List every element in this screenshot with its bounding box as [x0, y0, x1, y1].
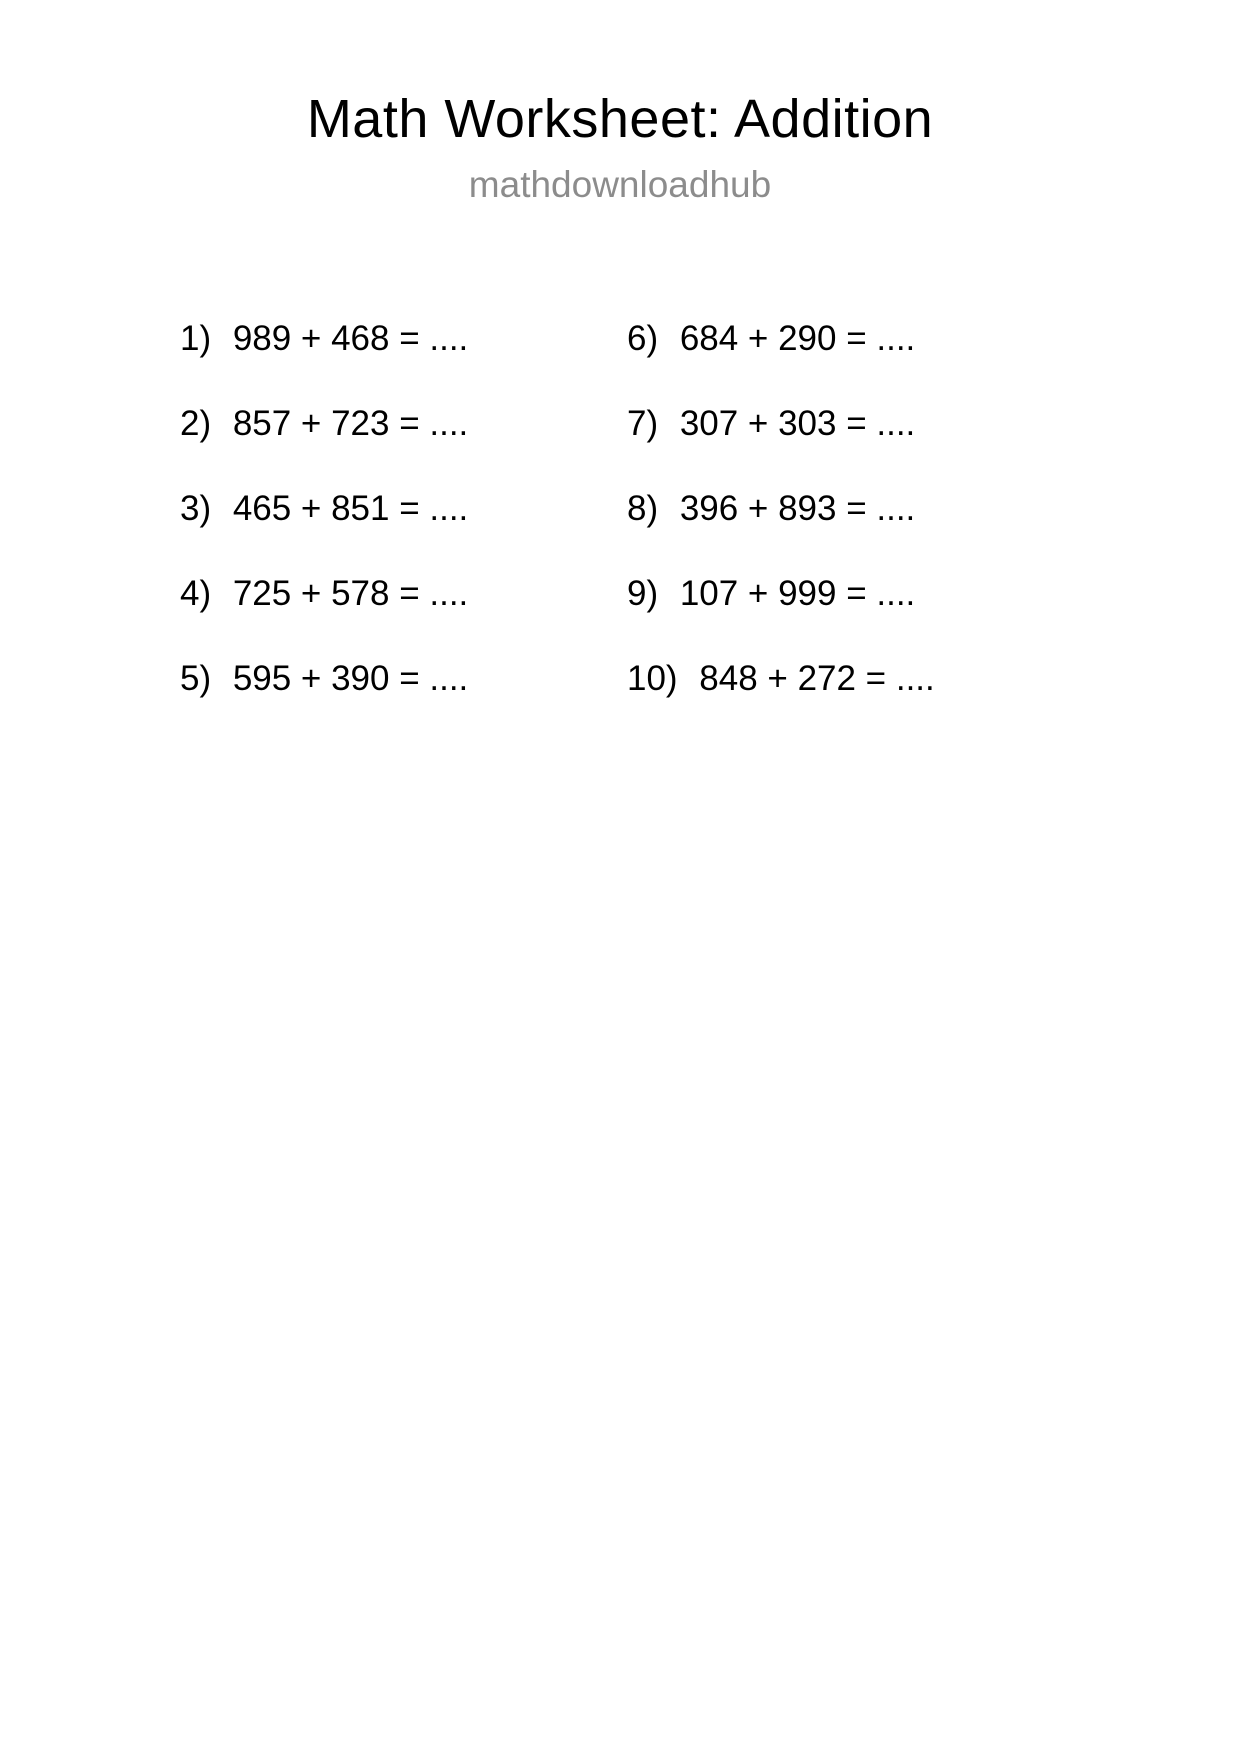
- problem-number: 8): [627, 489, 659, 528]
- problem-6: [627, 318, 935, 360]
- problem-expression: 684 + 290 = ....: [679, 319, 916, 358]
- problem-number: 7): [627, 404, 659, 443]
- problems-column-right: [627, 318, 935, 743]
- page-title: Math Worksheet: Addition: [306, 89, 934, 149]
- problem-number: 6): [627, 319, 659, 358]
- problem-expression: 725 + 578 = ....: [232, 574, 469, 613]
- problem-expression: 307 + 303 = ....: [679, 404, 916, 443]
- problem-number: 2): [180, 404, 212, 443]
- problem-expression: 396 + 893 = ....: [679, 489, 916, 528]
- problem-5: [180, 658, 627, 700]
- problem-number: 1): [180, 319, 212, 358]
- problem-number: 10): [627, 659, 678, 698]
- problem-1: [180, 318, 627, 360]
- worksheet-header: [0, 0, 1240, 206]
- problem-7: [627, 403, 935, 445]
- problem-expression: 465 + 851 = ....: [232, 489, 469, 528]
- problem-8: [627, 488, 935, 530]
- problem-expression: 595 + 390 = ....: [232, 659, 469, 698]
- problem-number: 9): [627, 574, 659, 613]
- problem-4: [180, 573, 627, 615]
- problem-expression: 989 + 468 = ....: [232, 319, 469, 358]
- problem-expression: 848 + 272 = ....: [699, 659, 935, 698]
- problems-column-left: [180, 318, 627, 743]
- problem-3: [180, 488, 627, 530]
- problem-9: [627, 573, 935, 615]
- problem-number: 4): [180, 574, 212, 613]
- problem-expression: 857 + 723 = ....: [232, 404, 469, 443]
- problem-number: 5): [180, 659, 212, 698]
- problem-10: [627, 658, 935, 700]
- problem-number: 3): [180, 489, 212, 528]
- problem-expression: 107 + 999 = ....: [679, 574, 916, 613]
- page-subtitle: mathdownloadhub: [468, 164, 772, 205]
- problems-section: [0, 318, 1240, 743]
- problem-2: [180, 403, 627, 445]
